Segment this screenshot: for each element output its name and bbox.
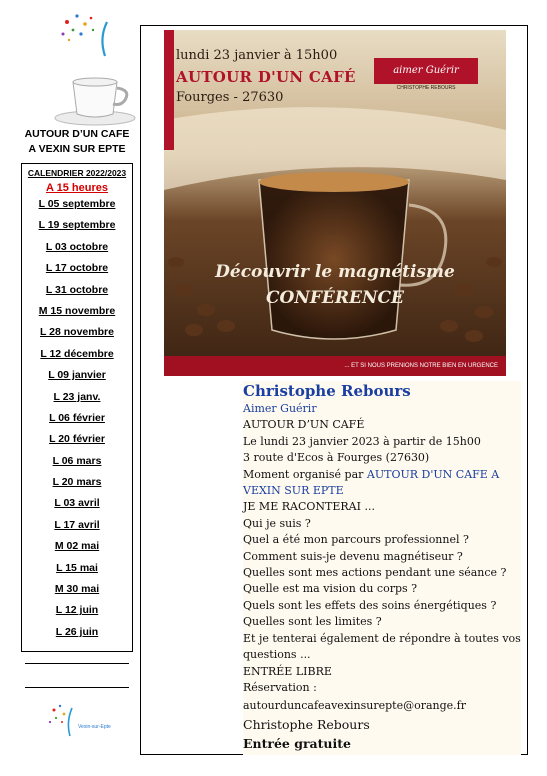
organizer-link[interactable]: AUTOUR D'UN CAFE A VEXIN SUR EPTE — [243, 467, 500, 498]
calendar-date: L 17 avril — [54, 518, 100, 531]
calendar-date: L 06 février — [49, 411, 105, 424]
calendar-date: M 15 novembre — [38, 304, 116, 317]
sidebar-title-line2: A VEXIN SUR EPTE — [28, 143, 126, 155]
calendar-date: L 06 mars — [52, 454, 102, 467]
entry-text: ENTRÉE LIBRE — [243, 664, 332, 678]
reservation-label: Réservation : — [243, 680, 317, 694]
calendar-date: L 20 février — [49, 433, 105, 446]
calendar-date-list — [22, 194, 132, 643]
question-line: Quelle est ma vision du corps ? — [243, 582, 418, 596]
question-line: Comment suis-je devenu magnétiseur ? — [243, 549, 463, 563]
question-line: Qui je suis ? — [243, 516, 311, 530]
free-entry: Entrée gratuite — [243, 735, 351, 751]
event-poster — [164, 30, 506, 376]
calendar-date: L 09 janvier — [48, 369, 106, 382]
poster-subheadline: CONFÉRENCE — [265, 288, 405, 308]
info-line: AUTOUR D’UN CAFÉ — [243, 418, 365, 432]
question-line: Quelles sont les limites ? — [243, 615, 382, 629]
info-line: Le lundi 23 janvier 2023 à partir de 15h00 — [243, 434, 481, 448]
poster-footer: ... ET SI NOUS PRENIONS NOTRE BIEN EN URGENCE — [164, 356, 506, 376]
poster-brand: aimer Guérir — [374, 58, 478, 84]
divider — [25, 663, 129, 664]
poster-place: Fourges - 27630 — [176, 90, 284, 105]
signature: Christophe Rebours — [243, 716, 370, 732]
calendar-date: L 15 mai — [56, 561, 98, 574]
question-line: Quelles sont mes actions pendant une séance ? — [243, 566, 507, 580]
info-line: 3 route d'Ecos à Fourges (27630) — [243, 451, 430, 465]
calendar-hours: A 15 heures — [46, 182, 108, 194]
calendar-date: M 30 mai — [54, 583, 100, 596]
calendar-date: L 12 juin — [55, 604, 99, 617]
vexin-logo-icon — [42, 700, 122, 742]
reservation-email[interactable]: autourduncafeavexinsurepte@orange.fr — [243, 699, 466, 713]
calendar-date: L 31 octobre — [45, 283, 109, 296]
vexin-logo-text: Vexin-sur-Epte — [78, 724, 111, 730]
calendar-date: L 12 décembre — [40, 347, 114, 360]
calendar-date: M 02 mai — [54, 540, 100, 553]
calendar-date: L 03 avril — [54, 497, 100, 510]
confetti-logo-icon — [47, 8, 127, 60]
sidebar-title — [17, 127, 137, 157]
calendar-title: CALENDRIER 2022/2023 — [27, 168, 127, 178]
calendar-box — [21, 163, 133, 652]
speaker-name: Christophe Rebours — [243, 382, 411, 400]
coffee-cup-icon — [51, 72, 141, 128]
sidebar — [17, 0, 137, 776]
question-line: JE ME RACONTERAI ... — [243, 500, 375, 514]
sidebar-title-line1: AUTOUR D’UN CAFE — [24, 128, 130, 140]
calendar-date: L 20 mars — [52, 476, 102, 489]
calendar-date: L 03 octobre — [45, 240, 109, 253]
poster-date: lundi 23 janvier à 15h00 — [176, 48, 338, 63]
closing-text: Et je tenterai également de répondre à toutes vos questions ... — [243, 631, 521, 662]
question-line: Quels sont les effets des soins énergétiques ? — [243, 598, 497, 612]
calendar-date: L 23 janv. — [53, 390, 101, 403]
calendar-date: L 17 octobre — [45, 262, 109, 275]
calendar-date: L 28 novembre — [40, 326, 114, 339]
organizer-line — [243, 467, 521, 500]
main-panel — [140, 25, 528, 755]
calendar-date: L 19 septembre — [38, 219, 116, 232]
calendar-date: L 05 septembre — [38, 198, 116, 210]
poster-title: AUTOUR D'UN CAFÉ — [176, 68, 356, 86]
calendar-date: L 26 juin — [55, 625, 99, 638]
poster-brand-sub: CHRISTOPHE REBOURS — [396, 85, 456, 91]
question-line: Quel a été mon parcours professionnel ? — [243, 533, 469, 547]
event-info — [243, 381, 521, 755]
poster-headline: Découvrir le magnétisme — [215, 262, 455, 282]
speaker-brand: Aimer Guérir — [243, 402, 317, 415]
divider — [25, 687, 129, 688]
organizer-prefix: Moment organisé par — [243, 467, 367, 481]
